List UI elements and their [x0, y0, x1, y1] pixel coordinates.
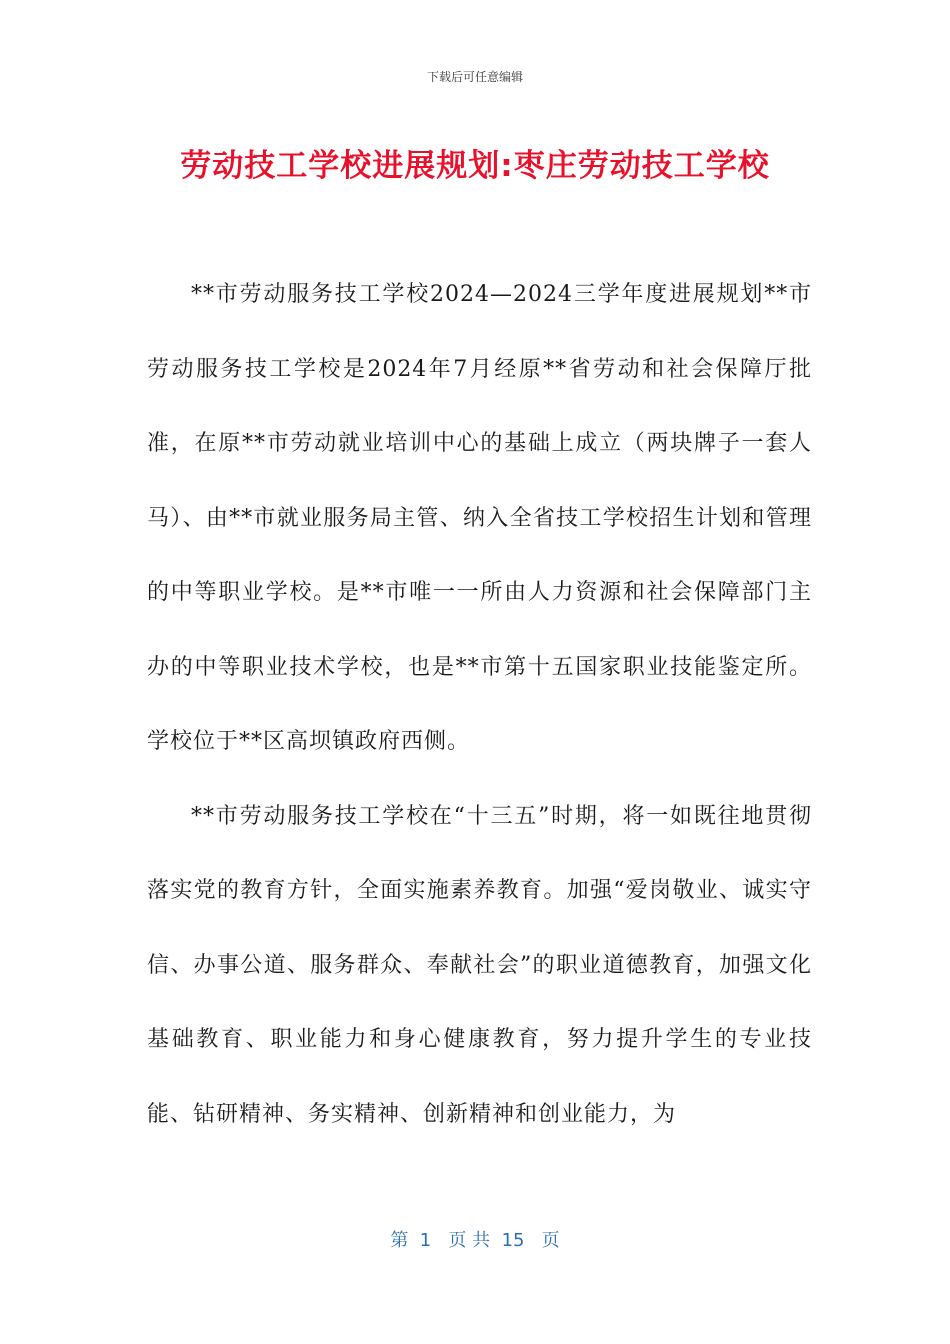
document-title: 劳动技工学校进展规划:枣庄劳动技工学校	[180, 148, 770, 184]
page-footer: 第 1 页 共 15 页	[390, 1230, 560, 1251]
document-body	[147, 258, 812, 1152]
paragraph-2: **市劳动服务技工学校在“十三五”时期，将一如既往地贯彻落实党的教育方针，全面实施素养教育。加强“爱岗敬业、诚实守信、办事公道、服务群众、奉献社会”的职业道德教育，加强文化基础教育、职业能力和身心健康教育，努力提升学生的专业技能、钻研精神、务实精神、创新精神和创业能力，为	[147, 803, 812, 1127]
header-note: 下载后可任意编辑	[426, 70, 523, 84]
paragraph-1: **市劳动服务技工学校2024—2024三学年度进展规划**市劳动服务技工学校是2024年7月经原**省劳动和社会保障厅批准，在原**市劳动就业培训中心的基础上成立（两块牌子一套人马）、由**市就业服务局主管、纳入全省技工学校招生计划和管理的中等职业学校。是**市唯一一所由人力资源和社会保障部门主办的中等职业技术学校，也是**市第十五国家职业技能鉴定所。学校位于**区高坝镇政府西侧。	[147, 282, 812, 754]
